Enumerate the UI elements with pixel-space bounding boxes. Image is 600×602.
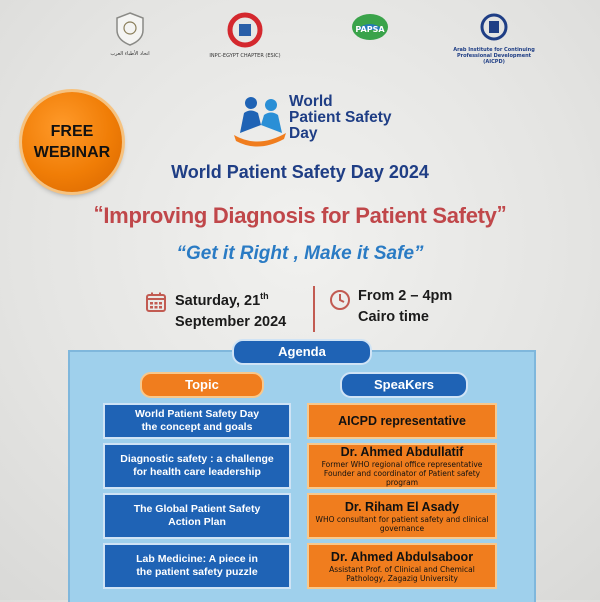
clock-icon — [329, 289, 351, 311]
open-quote: “ — [93, 203, 104, 225]
date-time-divider — [313, 286, 315, 332]
arab-doctors-union-logo — [100, 12, 160, 57]
wpsd-logo-text — [289, 94, 392, 142]
calendar-icon — [145, 291, 167, 313]
speaker-description: WHO consultant for patient safety and clinical governance — [315, 514, 489, 533]
esic-logo — [205, 12, 285, 59]
topic-line: for health care leadership — [133, 466, 261, 478]
topic-line: The Global Patient Safety — [133, 503, 261, 515]
time-range: From 2 – 4pm — [358, 288, 453, 304]
slogan: “Get it Right , Make it Safe” — [176, 243, 424, 264]
sponsor-caption: اتحاد الأطباء العرب — [110, 51, 150, 57]
speaker-name: AICPD representative — [338, 413, 466, 428]
crest-icon — [115, 12, 145, 46]
topic-header: Topic — [140, 372, 264, 398]
speaker-name: Dr. Ahmed Abdullatif — [340, 445, 464, 459]
agenda-topic — [103, 403, 291, 439]
svg-text:PAPSA: PAPSA — [355, 25, 385, 34]
sponsor-caption: Arab Institute for Continuing Professional Development (AICPD) — [453, 47, 535, 65]
agenda-topic — [103, 543, 291, 589]
date-suffix: th — [260, 291, 269, 301]
theme-text: Improving Diagnosis for Patient Safety — [103, 203, 497, 228]
agenda-speaker — [307, 543, 497, 589]
date-month-year: September 2024 — [175, 313, 287, 330]
event-title: World Patient Safety Day 2024 — [171, 162, 429, 182]
topic-line: World Patient Safety Day — [134, 408, 260, 420]
event-date — [175, 286, 286, 333]
agenda-speaker — [307, 493, 497, 539]
topic-line: Diagnostic safety : a challenge — [120, 453, 274, 465]
agenda-speaker — [307, 443, 497, 489]
topic-line: the concept and goals — [141, 421, 253, 433]
agenda-speaker — [307, 403, 497, 439]
aicpd-emblem-icon — [479, 12, 509, 42]
logo-line-3: Day — [289, 125, 318, 142]
logo-line-1: World — [289, 93, 333, 110]
papsa-icon — [350, 12, 390, 42]
topic-line: Lab Medicine: A piece in — [136, 553, 258, 565]
logo-line-2: Patient Safety — [289, 109, 392, 126]
papsa-logo — [340, 12, 400, 47]
agenda-topic — [103, 493, 291, 539]
theme-heading — [0, 203, 600, 229]
agenda-label: Agenda — [232, 339, 372, 365]
speaker-name: Dr. Riham El Asady — [344, 499, 460, 514]
sponsor-caption: INPC-EGYPT CHAPTER (ESIC) — [209, 53, 281, 59]
topic-line: the patient safety puzzle — [136, 566, 258, 578]
badge-line-1: FREE — [50, 123, 94, 140]
agenda-topic — [103, 443, 291, 489]
topic-line: Action Plan — [168, 516, 226, 528]
badge-line-2: WEBINAR — [33, 144, 111, 161]
speakers-header: SpeaKers — [340, 372, 468, 398]
speaker-name: Dr. Ahmed Abdulsaboor — [330, 549, 474, 564]
red-circle-icon — [227, 12, 263, 48]
time-zone: Cairo time — [358, 309, 429, 325]
speaker-description: Former WHO regional office representative Founder and coordinator of Patient safety program — [321, 460, 483, 487]
date-day: Saturday, 21 — [175, 292, 261, 309]
speaker-description: Assistant Prof. of Clinical and Chemical Pathology, Zagazig University — [329, 564, 475, 583]
aicpd-logo — [452, 12, 536, 65]
close-quote: ” — [496, 203, 507, 225]
event-time — [358, 286, 452, 328]
